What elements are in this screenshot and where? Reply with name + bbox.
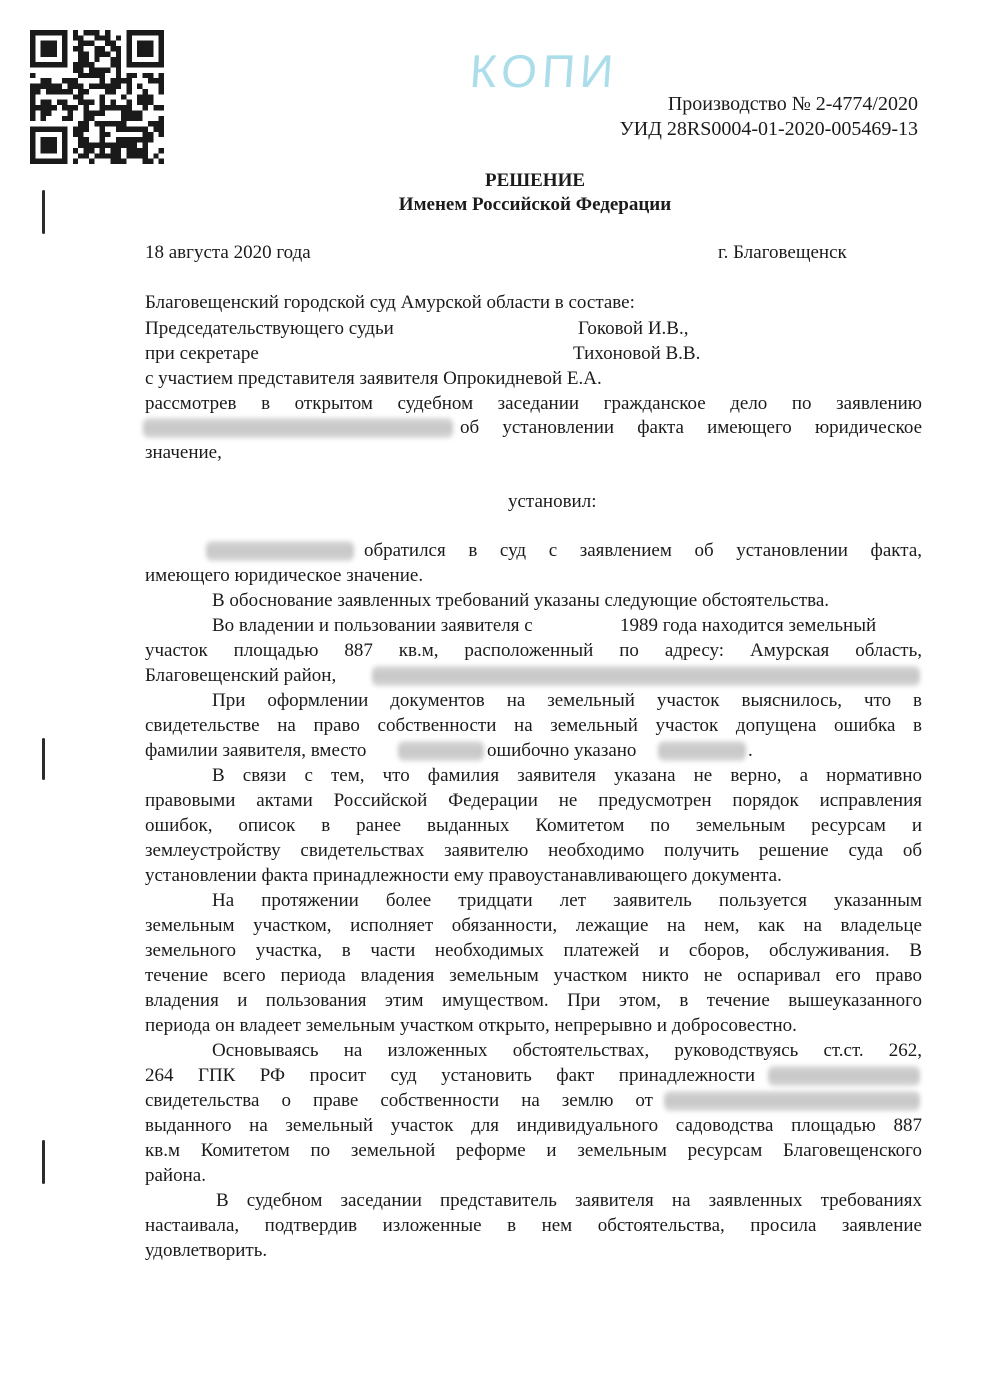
body-line: удовлетворить. [145,1240,268,1261]
body-line: При оформлении документов на земельный участок выяснилось, что в [212,690,922,711]
body-line: кв.м Комитетом по земельной реформе и земельным ресурсам Благовещенского [145,1140,922,1161]
margin-mark [42,1140,45,1184]
body-line: участок площадью 887 кв.м, расположенный по адресу: Амурская область, [145,640,922,661]
body-line: обратился в суд с заявлением об установлении факта, [364,540,922,561]
body-line: На протяжении более тридцати лет заявитель пользуется указанным [212,890,922,911]
body-line: В судебном заседании представитель заявителя на заявленных требованиях [216,1190,922,1211]
body-line: земельным участком, исполняет обязанности, лежащие на нем, как на владельце [145,915,922,936]
secretary-name: Тихоновой В.В. [573,343,701,364]
document-title: РЕШЕНИЕ [484,170,586,191]
body-line: земельного участка, в части необходимых платежей и сборов, обслуживания. В [145,940,922,961]
subject-end: значение, [145,442,222,463]
redacted-surname [658,741,746,761]
body-line: владения и пользования этим имуществом. При этом, в течение вышеуказанного [145,990,922,1011]
margin-mark [42,738,45,780]
case-uid: УИД 28RS0004-01-2020-005469-13 [619,118,918,140]
body-line: землеустройству свидетельствах заявителю необходимо получить решение суда об [145,840,922,861]
decision-date: 18 августа 2020 года [145,242,311,263]
body-line: имеющего юридическое значение. [145,565,424,586]
copy-stamp: КОПИ [468,45,621,97]
body-line: . [748,740,753,761]
document-subtitle: Именем Российской Федерации [398,194,672,215]
body-line: фамилии заявителя, вместо [145,740,367,761]
decision-city: г. Благовещенск [718,242,847,263]
judge-name: Гоковой И.В., [578,318,689,339]
body-line: ошибочно указано [487,740,637,761]
body-line: ошибок, описок в ранее выданных Комитетом по земельным ресурсам и [145,815,922,836]
redacted-address [372,666,920,686]
body-line: 264 ГПК РФ просит суд установить факт принадлежности [145,1065,755,1086]
considering-line: рассмотрев в открытом судебном заседании гражданское дело по заявлению [145,393,922,414]
court-composition: Благовещенский городской суд Амурской области в составе: [145,292,635,313]
redacted-name [143,418,453,438]
judge-label: Председательствующего судьи [145,318,394,339]
secretary-label: при секретаре [145,343,259,364]
redacted-name [206,541,354,561]
qr-code [30,30,164,164]
body-line: 1989 года находится земельный [620,615,877,636]
body-line: Благовещенский район, [145,665,337,686]
body-line: свидетельства о праве собственности на землю от [145,1090,653,1111]
body-line: свидетельстве на право собственности на земельный участок допущена ошибка в [145,715,922,736]
body-line: Во владении и пользовании заявителя с [212,615,533,636]
redacted-surname [398,741,484,761]
body-line: Основываясь на изложенных обстоятельствах, руководствуясь ст.ст. 262, [212,1040,922,1061]
body-line: В обоснование заявленных требований указаны следующие обстоятельства. [212,590,830,611]
redacted-date [664,1091,920,1111]
body-line: В связи с тем, что фамилия заявителя указана не верно, а нормативно [212,765,922,786]
case-number: Производство № 2-4774/2020 [667,93,918,115]
established-heading: установил: [508,491,597,512]
body-line: правовыми актами Российской Федерации не предусмотрен порядок исправления [145,790,922,811]
subject-line: об установлении факта имеющего юридическое [460,417,922,438]
body-line: настаивала, подтвердив изложенные в нем обстоятельства, просила заявление [145,1215,922,1236]
body-line: течение всего периода владения земельным участком никто не оспаривал его право [145,965,922,986]
redacted-name [768,1066,920,1086]
participation-line: с участием представителя заявителя Опрокидневой Е.А. [145,368,602,389]
body-line: района. [145,1165,206,1186]
body-line: установлении факта принадлежности ему правоустанавливающего документа. [145,865,782,886]
body-line: периода он владеет земельным участком открыто, непрерывно и добросовестно. [145,1015,797,1036]
body-line: выданного на земельный участок для индивидуального садоводства площадью 887 [145,1115,922,1136]
